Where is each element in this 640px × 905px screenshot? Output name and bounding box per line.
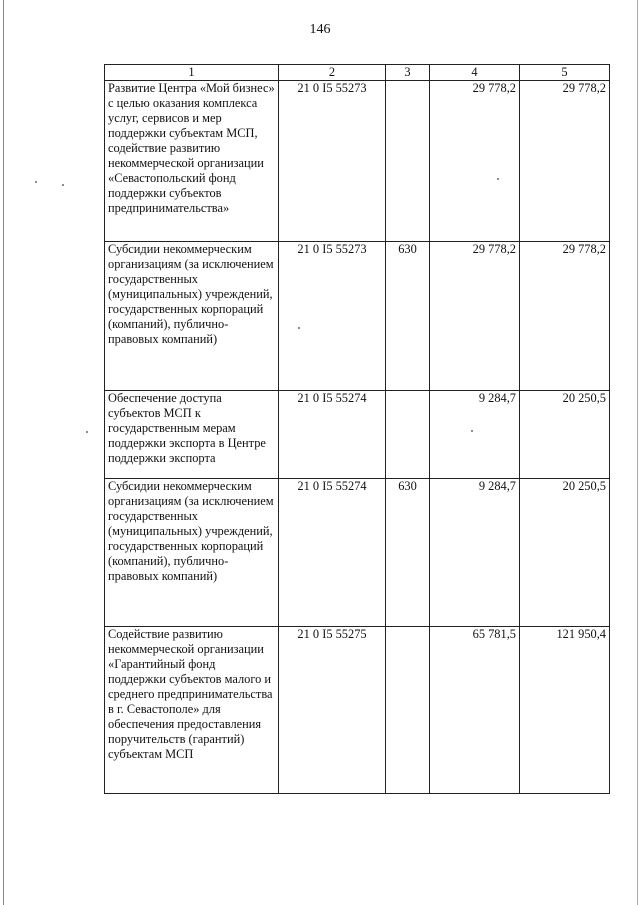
row-amount-col5: 29 778,2 xyxy=(520,242,610,391)
scan-speck xyxy=(497,178,499,180)
scan-speck xyxy=(471,430,473,432)
row-expense-type: 630 xyxy=(386,242,430,391)
row-target-code: 21 0 I5 55274 xyxy=(279,479,386,627)
scan-edge-right xyxy=(637,0,638,905)
row-amount-col4: 9 284,7 xyxy=(430,479,520,627)
budget-table xyxy=(104,64,610,794)
row-amount-col5: 20 250,5 xyxy=(520,391,610,479)
row-amount-col4: 29 778,2 xyxy=(430,81,520,242)
row-name: Обеспечение доступа субъектов МСП к государственным мерам поддержки экспорта в Центре поддержки экспорта xyxy=(105,391,279,479)
row-amount-col4: 9 284,7 xyxy=(430,391,520,479)
header-col-4: 4 xyxy=(430,65,520,81)
row-name: Субсидии некоммерческим организациям (за исключением государственных (муниципальных) учреждений, государственных корпораций (компаний), публично-правовых компаний) xyxy=(105,479,279,627)
row-amount-col5: 29 778,2 xyxy=(520,81,610,242)
row-name: Содействие развитию некоммерческой организации «Гарантийный фонд поддержки субъектов малого и среднего предпринимательства в г. Севастополе» для обеспечения предоставления поручительств (гарантий) субъектам МСП xyxy=(105,627,279,794)
row-amount-col4: 65 781,5 xyxy=(430,627,520,794)
page-number: 146 xyxy=(309,22,331,37)
scan-edge-left xyxy=(3,0,4,905)
table-row xyxy=(105,242,610,391)
header-col-1: 1 xyxy=(105,65,279,81)
scan-speck xyxy=(298,327,300,329)
scan-speck xyxy=(35,181,37,183)
row-amount-col4: 29 778,2 xyxy=(430,242,520,391)
row-amount-col5: 20 250,5 xyxy=(520,479,610,627)
row-target-code: 21 0 I5 55273 xyxy=(279,242,386,391)
header-col-3: 3 xyxy=(386,65,430,81)
table-row xyxy=(105,479,610,627)
row-expense-type: 630 xyxy=(386,479,430,627)
row-target-code: 21 0 I5 55273 xyxy=(279,81,386,242)
table-row xyxy=(105,627,610,794)
header-col-5: 5 xyxy=(520,65,610,81)
scan-speck xyxy=(62,184,64,186)
row-name: Развитие Центра «Мой бизнес» с целью оказания комплекса услуг, сервисов и мер поддержки субъектам МСП, содействие развитию некоммерческой организации «Севастопольский фонд поддержки субъектов предпринимательства» xyxy=(105,81,279,242)
row-expense-type xyxy=(386,627,430,794)
row-target-code: 21 0 I5 55275 xyxy=(279,627,386,794)
header-row xyxy=(105,65,610,81)
header-col-2: 2 xyxy=(279,65,386,81)
row-target-code: 21 0 I5 55274 xyxy=(279,391,386,479)
row-amount-col5: 121 950,4 xyxy=(520,627,610,794)
table-row xyxy=(105,81,610,242)
row-expense-type xyxy=(386,391,430,479)
table-row xyxy=(105,391,610,479)
row-name: Субсидии некоммерческим организациям (за исключением государственных (муниципальных) учреждений, государственных корпораций (компаний), публично-правовых компаний) xyxy=(105,242,279,391)
scan-speck xyxy=(86,431,88,433)
row-expense-type xyxy=(386,81,430,242)
